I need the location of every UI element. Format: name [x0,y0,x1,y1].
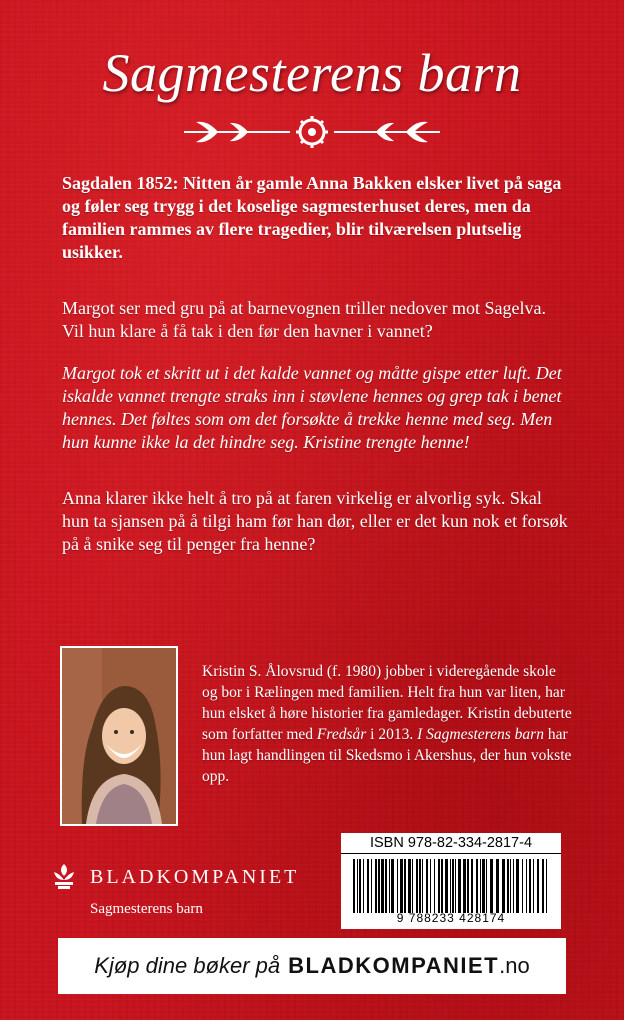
barcode-bar [412,859,413,913]
barcode-bar [450,859,451,913]
isbn-digits: 9 788233 428174 [396,911,506,925]
promo-banner [58,938,566,994]
barcode-bar [467,859,469,913]
barcode-bar [537,859,539,913]
barcode-bar [529,859,531,913]
publisher-series-title: Sagmesterens barn [90,901,203,917]
publisher-name: BLADKOMPANIET [90,866,300,888]
barcode-bar [430,859,431,913]
barcode-bar [480,859,481,913]
author-bio-text-2: i 2013. [366,726,418,743]
barcode-bar [502,859,505,913]
barcode-bar [533,859,534,913]
author-bio-text-3: har hun lagt handlingen til Skedsmo i Akershus, der hun vokste opp. [202,726,572,785]
barcode-bar [381,859,384,913]
promo-text: Kjøp dine bøker på [94,953,281,978]
isbn-barcode-box [341,833,561,929]
barcode-bar [385,859,387,913]
barcode-bar [397,859,398,913]
barcode-bar [359,859,361,913]
barcode-icon [351,859,551,913]
barcode-bar [471,859,473,913]
barcode-bar [375,859,377,913]
barcode-bar [441,859,443,913]
barcode-bar [416,859,418,913]
barcode-bar [496,859,499,913]
barcode-bar [378,859,380,913]
barcode-bar [422,859,423,913]
barcode-bar [490,859,493,913]
book-title: Sagmesterens barn [102,43,522,103]
barcode-bar [400,859,403,913]
author-bio-book-2: I Sagmesterens barn [417,726,544,743]
barcode-bar [513,859,514,913]
barcode-bar [522,859,523,913]
isbn-label: ISBN 978-82-334-2817-4 [341,835,561,854]
blurb-excerpt: Margot tok et skritt ut i det kalde vannet og måtte gispe etter luft. Det iskalde vannet trengte straks inn i støvlene hennes og grep tak i benet hennes. Det føltes som om det forsøkte å trekke henne med seg. Men hun kunne ikke la det hindre seg. Kristine trengte henne! [62,363,562,452]
barcode-bar [389,859,390,913]
barcode-bar [445,859,448,913]
barcode-bar [482,859,485,913]
author-bio [202,661,572,787]
barcode-bar [408,859,411,913]
barcode-bar [367,859,369,913]
promo-tld: .no [499,953,530,978]
author-photo [60,646,178,826]
barcode-bar [438,859,440,913]
barcode-bar [434,859,435,913]
barcode-bar [463,859,466,913]
barcode-bar [546,859,547,913]
promo-brand: BLADKOMPANIET [288,953,500,978]
barcode-bar [455,859,456,913]
barcode-bar [391,859,394,913]
barcode-bar [363,859,364,913]
blurb-paragraph-4: Anna klarer ikke helt å tro på at faren virkelig er alvorlig syk. Skal hun ta sjansen på å tilgi ham før han dør, eller er det kun nok et forsøk på å snike seg til penger fra henne? [62,488,568,554]
barcode-bar [542,859,544,913]
author-portrait-icon [62,648,176,824]
author-bio-book-1: Fredsår [316,726,367,743]
barcode-bar [357,859,358,913]
blurb-paragraph-2: Margot ser med gru på at barnevognen triller nedover mot Sagelva. Vil hun klare å få tak i den før den havner i vannet? [62,298,547,341]
barcode-bar [510,859,511,913]
barcode-bar [507,859,509,913]
blurb-intro: Sagdalen 1852: Nitten år gamle Anna Bakken elsker livet på saga og føler seg trygg i det koselige sagmesterhuset deres, men da familien rammes av flere tragedier, blir tilværelsen plutselig usikker. [62,173,562,262]
barcode-bar [526,859,527,913]
barcode-bar [476,859,478,913]
barcode-bar [426,859,428,913]
publisher-logo-icon [52,862,76,892]
barcode-bar [404,859,406,913]
ornament-divider-icon [178,114,446,150]
barcode-bar [458,859,461,913]
barcode-bar [452,859,454,913]
barcode-bar [419,859,421,913]
barcode-bar [353,859,355,913]
barcode-bar [371,859,372,913]
barcode-bar [486,859,487,913]
author-bio-text-1: Kristin S. Ålovsrud (f. 1980) jobber i videregående skole og bor i Rælingen med familien. Helt fra hun var liten, har hun elsket å høre historier fra gamledager. Kristin debuterte som forfatter med [202,663,572,743]
barcode-bar [516,859,519,913]
